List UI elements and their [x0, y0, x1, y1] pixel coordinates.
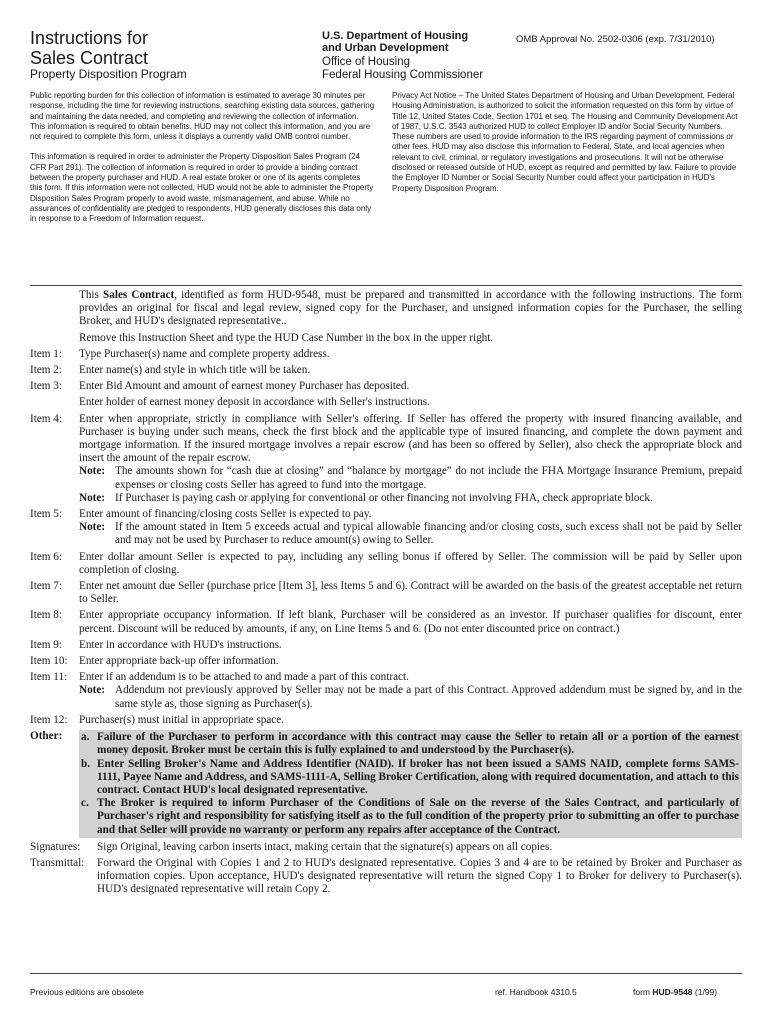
- intro-paragraph: [79, 289, 742, 329]
- item-label: Item 1:: [30, 347, 63, 360]
- transmittal-label: Transmittal:: [30, 856, 85, 869]
- item-6: [30, 551, 742, 577]
- divider-bottom: [30, 973, 742, 974]
- item-label: Item 3:: [30, 380, 63, 393]
- office-line1: Office of Housing: [322, 56, 411, 68]
- footer-form-num: HUD-9548: [652, 987, 693, 997]
- other-text: Failure of the Purchaser to perform in accordance with this contract may cause the Seller to retain all or a portion of the earnest money deposit. Broker must be certain this is fully explained to and understood by the Purchaser(s).: [97, 731, 739, 757]
- item-text: Enter in accordance with HUD's instructions.: [79, 638, 282, 651]
- item-label: Item 12:: [30, 713, 68, 726]
- item-9: [30, 639, 742, 652]
- other-text: The Broker is required to inform Purchaser of the Conditions of Sale on the reverse of the Sales Contract, and particularly of Purchaser's right and responsibility for satisfying itself as to the full condition of the property prior to submitting an offer to purchase and that Seller will provide no warranty or perform any repairs after acceptance of the Contract.: [97, 797, 739, 836]
- item-4: [30, 413, 742, 466]
- other-shaded-box: [79, 730, 742, 838]
- agency-line1: U.S. Department of Housing: [322, 30, 469, 42]
- agency-name: [322, 30, 507, 54]
- office-name: [322, 56, 483, 82]
- item-1: [30, 348, 742, 361]
- other-label: Other:: [30, 730, 63, 743]
- remove-instruction: Remove this Instruction Sheet and type the HUD Case Number in the box in the upper right.: [79, 331, 494, 344]
- footer-form-pre: form: [633, 987, 650, 997]
- instructions-body: [30, 289, 742, 900]
- item-text: Enter appropriate back-up offer information.: [79, 655, 279, 668]
- other-letter: b.: [81, 757, 91, 770]
- item-5: [30, 508, 742, 521]
- other-item-a: [81, 731, 739, 757]
- intro-bold: Sales Contract: [103, 289, 175, 301]
- item-label: Item 7:: [30, 580, 63, 593]
- intro-post: , identified as form HUD-9548, must be prepared and transmitted in accordance with the following instructions. The form provides an original for fiscal and legal review, signed copy for the Purchaser, and unsigned information copies for the Purchaser, the selling Broker, and HUD's designated representative..: [79, 289, 742, 328]
- office-line2: Federal Housing Commissioner: [322, 69, 484, 81]
- note-label: Note:: [79, 521, 106, 534]
- signatures-row: [30, 841, 742, 854]
- privacy-paragraph: Privacy Act Notice – The United States Department of Housing and Urban Development, Federal Housing Administration, is authorized to solicit the information requested on this form by virtue of Title 12, United States Code, Section 1701 et seq. The Housing and Community Development Act of 1987, U.S.C. 3543 authorized HUD to collect Employer ID and/or Social Security Numbers. These numbers are used to provide information to the IRS regarding payment of commissions or other fees. HUD may also disclose this information to Federal, State, and local agencies when relevant to civil, criminal, or regulatory investigations and prosecutions. It will not be otherwise disclosed or released outside of HUD, except as required and permitted by law. Failure to provide the Employer ID Number or Social Security Number could affect your participation in HUD's Property Disposition Program.: [392, 91, 738, 193]
- item-label: Item 6:: [30, 550, 63, 563]
- item-text: Enter if an addendum is to be attached to and made a part of this contract.: [79, 671, 409, 684]
- burden-paragraph-2: This information is required in order to administer the Property Disposition Sales Program (24 CFR Part 291). The collection of information is required in order to provide a binding contract between the property purchaser and HUD. A real estate broker or one of its agents completes this form. If this information were not collected, HUD would not be able to administer the Property Disposition Sales Program properly to avoid waste, mismanagement, and abuse. While no assurances of confidentiality are pledged to respondents, HUD generally discloses this data only in response to a Freedom of Information request.: [30, 152, 374, 224]
- item-8: [30, 609, 742, 635]
- signatures-text: Sign Original, leaving carbon inserts intact, making certain that the signature(s) appears on all copies.: [97, 840, 553, 853]
- item-11: [30, 671, 742, 684]
- other-item-c: [81, 797, 739, 837]
- item-label: Item 11:: [30, 671, 68, 684]
- burden-statement: [30, 91, 375, 235]
- intro-pre: This: [79, 289, 104, 301]
- item-text-1: Enter Bid Amount and amount of earnest money Purchaser has deposited.: [79, 380, 410, 393]
- item-12: [30, 714, 742, 727]
- item-2: [30, 364, 742, 377]
- footer-form-date: (1/99): [694, 987, 718, 997]
- burden-paragraph-1: Public reporting burden for this collection of information is estimated to average 30 minutes per response, including the time for reviewing instructions, searching existing data sources, gathering and maintaining the data needed, and completing and reviewing the collection of information. This information is required to obtain benefits. HUD may not collect this information, and you are not required to complete this form, unless it displays a currently valid OMB control number.: [30, 91, 375, 142]
- item-10: [30, 655, 742, 668]
- form-title-line1: Instructions for: [30, 28, 149, 48]
- other-letter: a.: [81, 731, 90, 744]
- item-label: Item 2:: [30, 364, 63, 377]
- item-label: Item 5:: [30, 508, 63, 521]
- note-text: If the amount stated in Item 5 exceeds actual and typical allowable financing and/or closing costs, such excess shall not be paid by Seller and may not be used by Purchaser to reduce amount(s) owing to Seller.: [115, 521, 742, 547]
- other-section: [30, 730, 742, 838]
- form-subtitle: Property Disposition Program: [30, 67, 187, 81]
- item-7: [30, 580, 742, 606]
- signatures-label: Signatures:: [30, 840, 81, 853]
- item-label: Item 9:: [30, 638, 63, 651]
- note-text: If Purchaser is paying cash or applying for conventional or other financing not involving FHA, check appropriate block.: [115, 491, 653, 504]
- divider-top: [30, 285, 742, 286]
- item-text: [79, 380, 742, 409]
- item-4-note-1: [79, 465, 742, 491]
- item-label: Item 8:: [30, 609, 63, 622]
- other-text: Enter Selling Broker's Name and Address Identifier (NAID). If broker has not been issued a SAMS NAID, complete forms SAMS-1111, Payee Name and Address, and SAMS-1111-A, Selling Broker Certification, along with required documentation, and attach to this contract. Contact HUD's local designated representative.: [97, 757, 739, 796]
- footer-handbook-ref: ref. Handbook 4310.5: [495, 987, 577, 997]
- note-text: The amounts shown for “cash due at closing” and “balance by mortgage” do not include the FHA Mortgage Insurance Premium, prepaid expenses or closing costs Seller has agreed to fund into the mortgage.: [115, 465, 742, 491]
- item-4-note-2: [79, 492, 742, 505]
- note-label: Note:: [79, 684, 106, 697]
- item-text: Enter net amount due Seller (purchase price [Item 3], less Items 5 and 6). Contract will be awarded on the basis of the greatest acceptable net return to Seller.: [79, 580, 742, 606]
- item-text: Enter dollar amount Seller is expected to pay, including any selling bonus if offered by Seller. The commission will be paid by Seller upon completion of closing.: [79, 550, 742, 576]
- note-text: Addendum not previously approved by Seller may not be made a part of this Contract. Approved addendum must be signed by, and in the same style as, those signing as Purchaser(s).: [115, 684, 742, 710]
- item-text: Type Purchaser(s) name and complete property address.: [79, 347, 330, 360]
- item-text: Enter name(s) and style in which title will be taken.: [79, 364, 311, 377]
- item-label: Item 4:: [30, 412, 63, 425]
- other-item-b: [81, 758, 739, 798]
- note-label: Note:: [79, 491, 106, 504]
- item-text: Enter amount of financing/closing costs Seller is expected to pay.: [79, 508, 372, 521]
- other-letter: c.: [81, 797, 89, 810]
- item-text: Enter appropriate occupancy information. If left blank, Purchaser will be considered as an investor. If purchaser qualifies for discount, enter percent. Discount will be reduced by amounts, if any, on Line Items 5 and 6. (Do not enter discounted price on contract.): [79, 609, 742, 635]
- note-label: Note:: [79, 465, 106, 478]
- item-5-note: [79, 521, 742, 547]
- omb-approval: OMB Approval No. 2502-0306 (exp. 7/31/2010): [516, 34, 715, 45]
- transmittal-text: Forward the Original with Copies 1 and 2 to HUD's designated representative. Copies 3 and 4 are to be retained by Broker and Purchaser as information copies. Upon acceptance, HUD's designated representative will return the signed Copy 1 to Broker for delivery to Purchaser(s). HUD's designated representative will retain Copy 2.: [97, 856, 742, 896]
- form-title-line2: Sales Contract: [30, 48, 149, 68]
- item-3: [30, 380, 742, 409]
- item-text: Enter when appropriate, strictly in compliance with Seller's offering. If Seller has offered the property with insured financing available, and Purchaser is buying under such means, check the first block and the applicable type of insured financing, and complete the down payment and mortgage information. If the insured mortgage involves a repair escrow (and has been so offered by Seller), also check the appropriate block and insert the amount of the repair escrow.: [79, 412, 742, 465]
- item-label: Item 10:: [30, 655, 68, 668]
- item-text-2: Enter holder of earnest money deposit in accordance with Seller's instructions.: [79, 396, 430, 409]
- footer-obsolete-note: Previous editions are obsolete: [30, 987, 144, 997]
- agency-line2: and Urban Development: [322, 42, 449, 54]
- item-11-note: [79, 684, 742, 710]
- transmittal-row: [30, 857, 742, 897]
- item-text: Purchaser(s) must initial in appropriate space.: [79, 713, 285, 726]
- footer-form-number: [633, 987, 717, 997]
- privacy-act-notice: [392, 91, 742, 194]
